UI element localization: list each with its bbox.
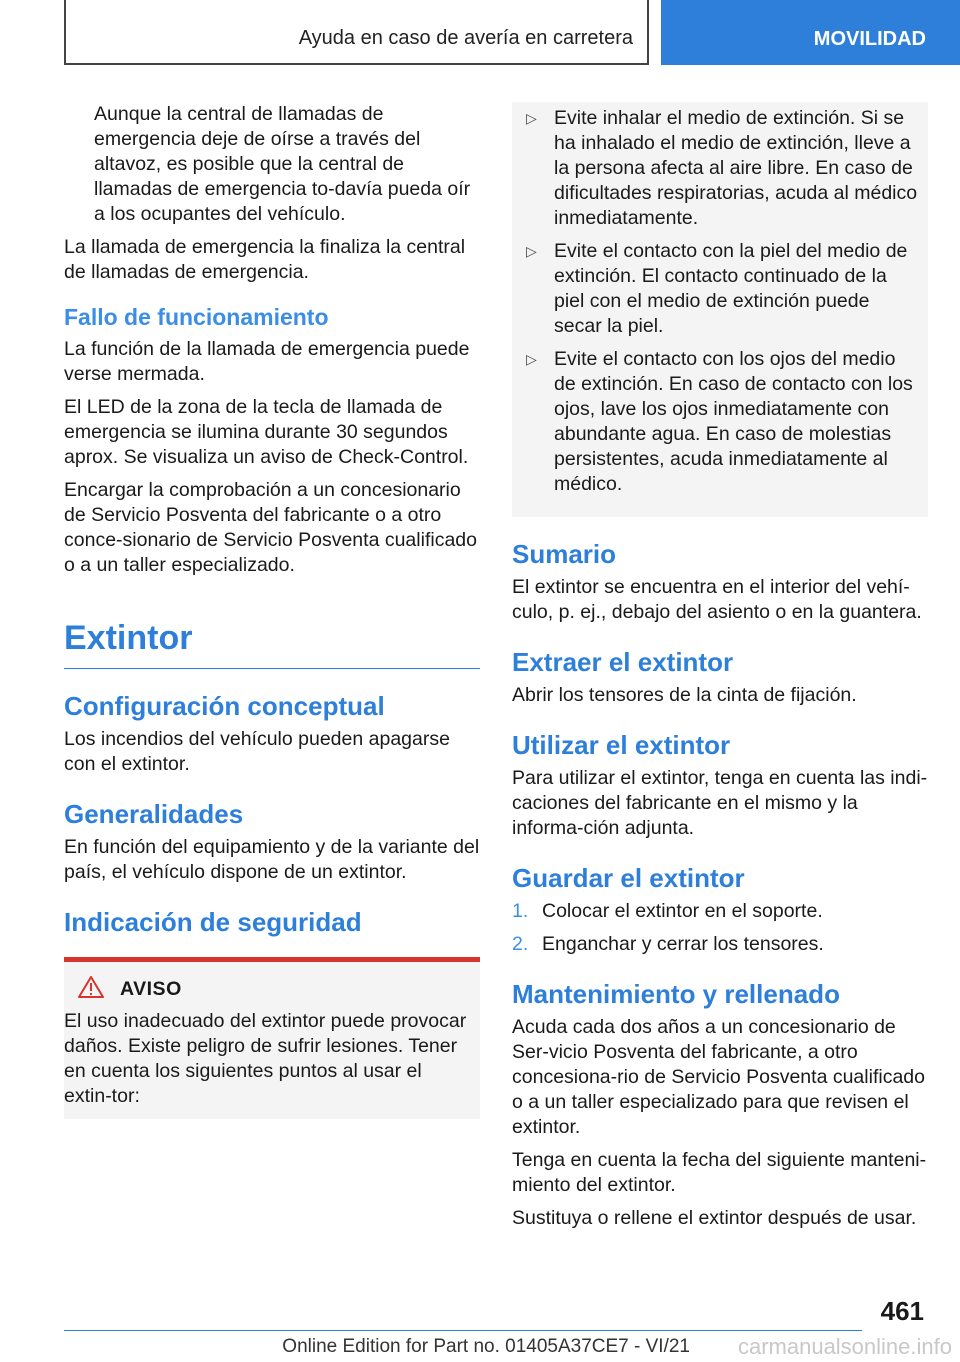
header-section-title xyxy=(64,0,649,65)
step-text: Enganchar y cerrar los tensores. xyxy=(542,933,824,955)
list-item xyxy=(526,347,918,497)
generalidades-heading: Generalidades xyxy=(64,799,244,829)
fallo-paragraph-1: La función de la llamada de emergencia puede verse mermada. xyxy=(64,338,470,385)
watermark: carmanualsonline.info xyxy=(737,1334,952,1359)
list-item xyxy=(512,932,928,957)
warning-title: AVISO xyxy=(120,978,182,1000)
mantenimiento-paragraph-3: Sustituya o rellene el extintor después de usar. xyxy=(512,1207,917,1229)
fallo-paragraph-2: El LED de la zona de la tecla de llamada de emergencia se ilumina durante 30 segundos aprox. Se visualiza un aviso de Check-Control. xyxy=(64,396,469,468)
fallo-paragraph-3: Encargar la comprobación a un concesionario de Servicio Posventa del fabricante o a otro conce-sionario de Servicio Posventa cualificado o a un taller especializado. xyxy=(64,479,477,576)
intro-paragraph: La llamada de emergencia la finaliza la central de llamadas de emergencia. xyxy=(64,236,466,283)
list-item xyxy=(526,106,918,231)
mantenimiento-paragraph-1: Acuda cada dos años a un concesionario de Ser-vicio Posventa del fabricante, a otro concesiona-rio de Servicio Posventa cualificado o a un taller especializado para que revisen el extintor. xyxy=(512,1016,925,1138)
intro-indented-paragraph: Aunque la central de llamadas de emergencia deje de oírse a través del altavoz, es posible que la central de llamadas de emergencia to-davía pueda oír a los ocupantes del vehículo. xyxy=(94,103,471,225)
warning-triangle-icon xyxy=(78,976,104,1003)
generalidades-paragraph: En función del equipamiento y de la variante del país, el vehículo dispone de un extintor. xyxy=(64,836,480,883)
bullet-arrow-icon: ▷ xyxy=(526,110,537,126)
footer-divider xyxy=(64,1330,862,1331)
mantenimiento-heading: Mantenimiento y rellenado xyxy=(512,979,840,1009)
bullet-text: Evite inhalar el medio de extinción. Si se ha inhalado el medio de extinción, lleve a la persona afecta al aire libre. En caso de dificultades respiratorias, acuda al médico inmediatamente. xyxy=(554,107,918,229)
mantenimiento-paragraph-2: Tenga en cuenta la fecha del siguiente manteni-miento del extintor. xyxy=(512,1149,927,1196)
extraer-heading: Extraer el extintor xyxy=(512,647,734,677)
step-text: Colocar el extintor en el soporte. xyxy=(542,900,823,922)
guardar-steps-list xyxy=(512,899,928,957)
seguridad-heading: Indicación de seguridad xyxy=(64,907,362,937)
left-column xyxy=(64,102,480,1119)
bullet-arrow-icon: ▷ xyxy=(526,243,537,259)
fallo-heading: Fallo de funcionamiento xyxy=(64,304,329,330)
header-chapter-tab[interactable] xyxy=(661,0,960,65)
footer-edition-text: Online Edition for Part no. 01405A37CE7 - VI/21 xyxy=(282,1336,690,1357)
step-number: 1. xyxy=(512,900,529,922)
extintor-heading: Extintor xyxy=(64,618,480,669)
bullet-text: Evite el contacto con los ojos del medio de extinción. En caso de contacto con los ojos, lave los ojos inmediatamente con abundante agua. En caso de molestias persistentes, acuda inmediatamente al médico. xyxy=(554,348,913,495)
list-item xyxy=(512,899,928,924)
extraer-paragraph: Abrir los tensores de la cinta de fijación. xyxy=(512,684,857,706)
sumario-heading: Sumario xyxy=(512,539,617,569)
warning-header xyxy=(64,976,472,1003)
chapter-tab-label: MOVILIDAD xyxy=(813,28,926,50)
safety-bullets-box xyxy=(512,102,928,517)
warning-box xyxy=(64,957,480,1119)
right-column xyxy=(512,102,928,1239)
utilizar-paragraph: Para utilizar el extintor, tenga en cuenta las indi-caciones del fabricante en el mismo y la informa-ción adjunta. xyxy=(512,767,928,839)
guardar-heading: Guardar el extintor xyxy=(512,863,745,893)
utilizar-heading: Utilizar el extintor xyxy=(512,730,731,760)
config-paragraph: Los incendios del vehículo pueden apagarse con el extintor. xyxy=(64,728,450,775)
bullet-arrow-icon: ▷ xyxy=(526,351,537,367)
list-item xyxy=(526,239,918,339)
sumario-paragraph: El extintor se encuentra en el interior del vehí-culo, p. ej., debajo del asiento o en la guantera. xyxy=(512,576,922,623)
warning-text: El uso inadecuado del extintor puede provocar daños. Existe peligro de sufrir lesiones. Tener en cuenta los siguientes puntos al usar el extin-tor: xyxy=(64,1010,467,1107)
page-number: 461 xyxy=(880,1296,924,1326)
section-title: Ayuda en caso de avería en carretera xyxy=(298,27,633,49)
config-heading: Configuración conceptual xyxy=(64,691,385,721)
bullet-text: Evite el contacto con la piel del medio de extinción. El contacto continuado de la piel con el medio de extinción puede secar la piel. xyxy=(554,240,908,337)
step-number: 2. xyxy=(512,933,529,955)
